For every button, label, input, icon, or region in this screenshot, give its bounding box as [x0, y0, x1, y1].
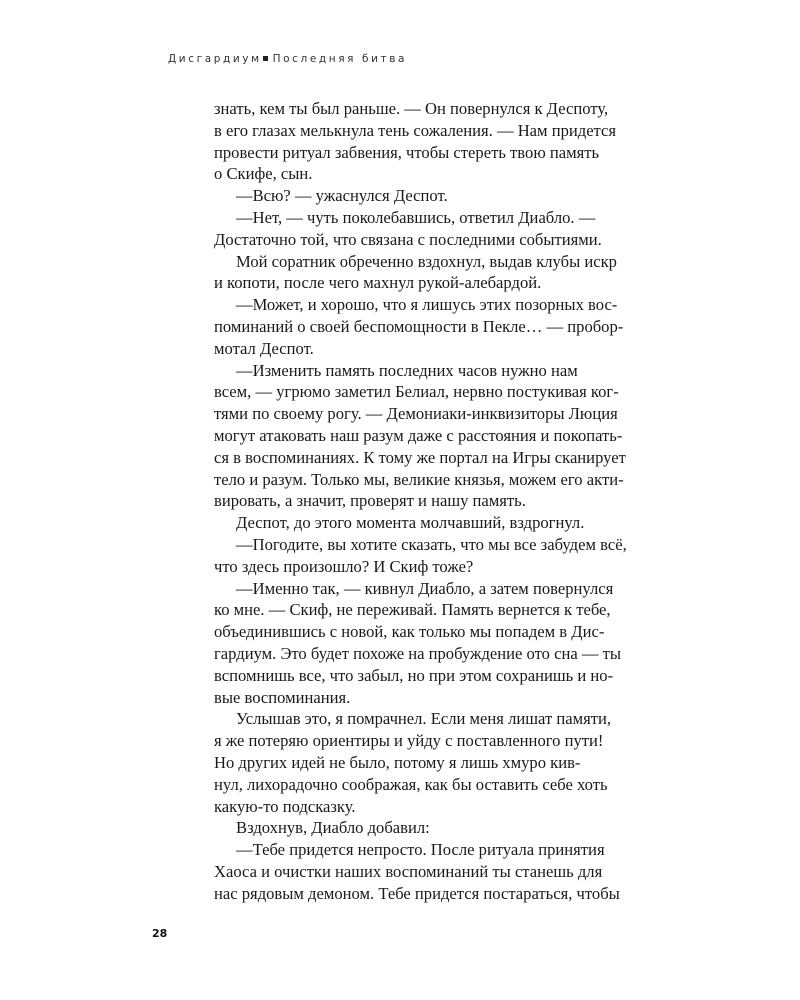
paragraph: —Изменить память последних часов нужно нам всем, — угрюмо заметил Белиал, нервно постукивая ког- тями по своему рогу. — Демониаки-инквизиторы Люция могут атаковать наш разум даже с расстояния и покопать- ся в воспоминаниях. К тому же портал на Игры сканирует тело и разум. Только мы, великие князья, можем его акти- вировать, а значит, проверят и нашу память.	[214, 360, 626, 511]
page-number: 28	[152, 927, 168, 940]
paragraph: Услышав это, я помрачнел. Если меня лишат памяти, я же потеряю ориентиры и уйду с поставленного пути! Но других идей не было, потому я лишь хмуро кив- нул, лихорадочно соображая, как бы оставить себе хоть какую-то подсказку.	[214, 709, 612, 816]
running-head-book: Дисгардиум	[168, 53, 262, 65]
square-separator-icon	[263, 56, 268, 61]
paragraph: —Тебе придется непросто. После ритуала принятия Хаоса и очистки наших воспоминаний ты станешь для нас рядовым демоном. Тебе придется постараться, чтобы	[214, 840, 620, 903]
body-text	[214, 98, 655, 904]
paragraph: —Нет, — чуть поколебавшись, ответил Диабло. — Достаточно той, что связана с последними событиями.	[214, 207, 602, 249]
paragraph: —Может, и хорошо, что я лишусь этих позорных вос- поминаний о своей беспомощности в Пекле… — пробор- мотал Деспот.	[214, 295, 624, 358]
paragraph: —Погодите, вы хотите сказать, что мы все забудем всё, что здесь произошло? И Скиф тоже?	[214, 534, 627, 576]
paragraph: знать, кем ты был раньше. — Он повернулся к Деспоту, в его глазах мелькнула тень сожаления. — Нам придется провести ритуал забвения, чтобы стереть твою память о Скифе, сын.	[214, 99, 617, 184]
paragraph: —Всю? — ужаснулся Деспот.	[236, 186, 448, 206]
running-head	[168, 53, 407, 65]
paragraph: —Именно так, — кивнул Диабло, а затем повернулся ко мне. — Скиф, не переживай. Память вернется к тебе, объединившись с новой, как только мы попадем в Дис- гардиум. Это будет похоже на пробуждение ото сна — ты вспомнишь все, что забыл, но при этом сохранишь и но- вые воспоминания.	[214, 578, 621, 707]
paragraph: Мой соратник обреченно вздохнул, выдав клубы искр и копоти, после чего махнул рукой-алебардой.	[214, 251, 617, 293]
paragraph: Деспот, до этого момента молчавший, вздрогнул.	[236, 513, 585, 533]
running-head-title: Последняя битва	[272, 53, 408, 65]
paragraph: Вздохнув, Диабло добавил:	[236, 818, 430, 838]
